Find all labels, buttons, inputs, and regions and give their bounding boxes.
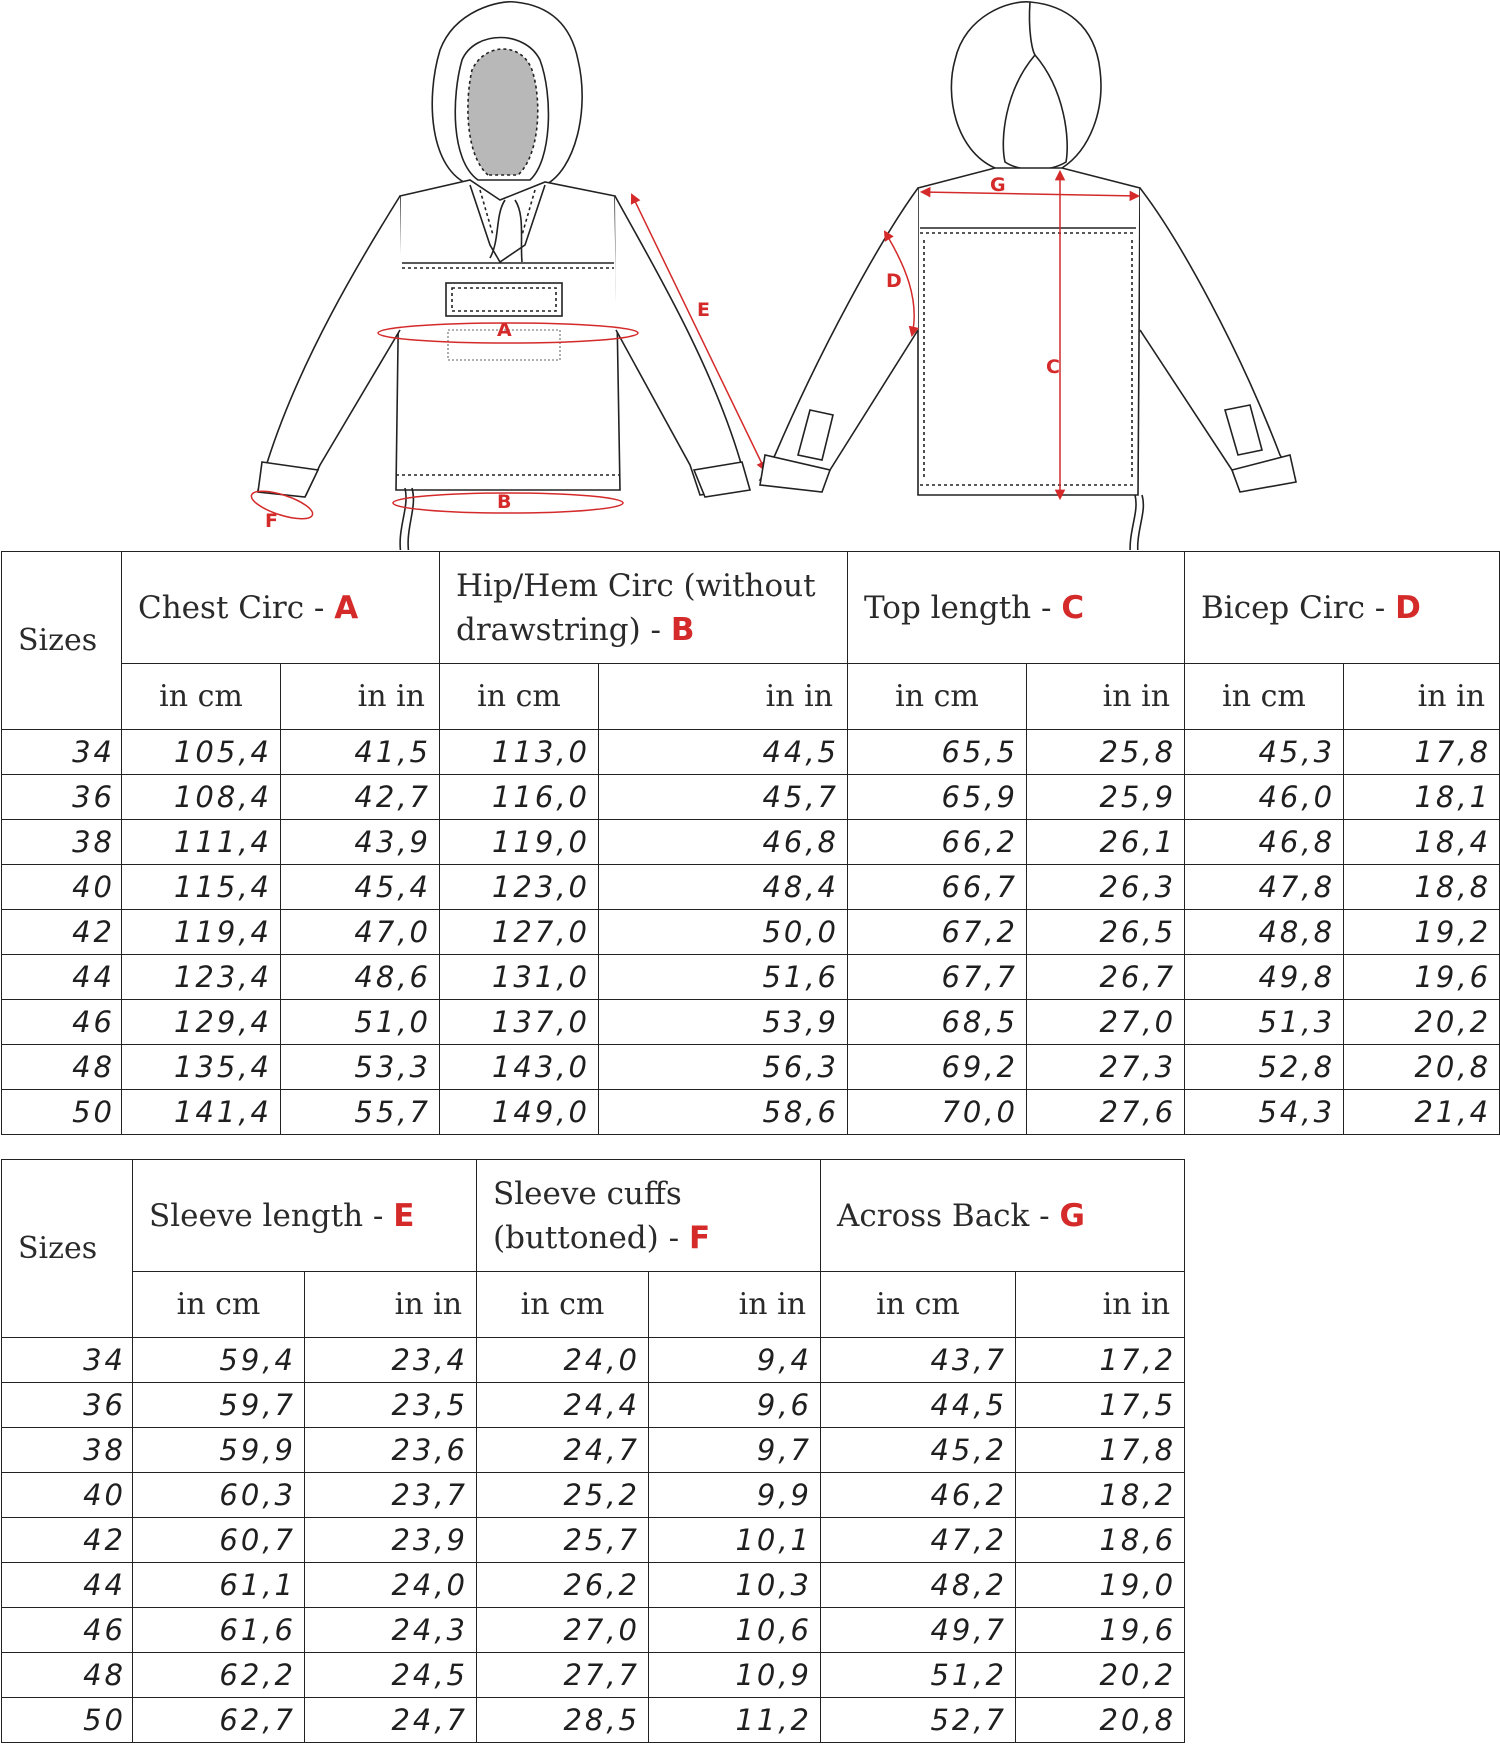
measurement-cell: 10,1 (649, 1518, 821, 1563)
size-table-lower (1, 1159, 1185, 1743)
size-table-upper (1, 551, 1500, 1135)
sleeve-length-title: Sleeve length - (149, 1197, 394, 1234)
measurement-cell: 18,1 (1344, 775, 1500, 820)
size-cell: 46 (2, 1000, 122, 1045)
measurement-cell: 9,7 (649, 1428, 821, 1473)
bicep-circ-letter: D (1395, 589, 1421, 626)
measurement-cell: 48,8 (1185, 910, 1344, 955)
measurement-cell: 46,8 (599, 820, 848, 865)
hip-hem-circ-letter: B (670, 611, 695, 648)
unit-cell: in cm (848, 664, 1027, 730)
front-label-a: A (497, 319, 512, 341)
measurement-cell: 19,0 (1016, 1563, 1185, 1608)
measurement-cell: 25,7 (477, 1518, 649, 1563)
measurement-cell: 44,5 (821, 1383, 1016, 1428)
chest-circ-title: Chest Circ - (138, 589, 335, 626)
measurement-cell: 17,5 (1016, 1383, 1185, 1428)
measurement-cell: 23,9 (305, 1518, 477, 1563)
measurement-cell: 53,9 (599, 1000, 848, 1045)
measurement-cell: 43,7 (821, 1338, 1016, 1383)
sizes-header: Sizes (2, 552, 122, 730)
front-label-f: F (265, 510, 278, 532)
measurement-cell: 17,8 (1344, 730, 1500, 775)
measurement-cell: 23,6 (305, 1428, 477, 1473)
measurement-cell: 10,9 (649, 1653, 821, 1698)
measurement-cell: 51,6 (599, 955, 848, 1000)
measurement-cell: 27,6 (1027, 1090, 1185, 1135)
measurement-cell: 56,3 (599, 1045, 848, 1090)
measurement-cell: 18,2 (1016, 1473, 1185, 1518)
measurement-cell: 70,0 (848, 1090, 1027, 1135)
size-cell: 34 (2, 1338, 133, 1383)
measurement-cell: 26,1 (1027, 820, 1185, 865)
measurement-cell: 21,4 (1344, 1090, 1500, 1135)
measurement-cell: 69,2 (848, 1045, 1027, 1090)
measurement-cell: 105,4 (122, 730, 281, 775)
measurement-cell: 67,2 (848, 910, 1027, 955)
measurement-cell: 52,7 (821, 1698, 1016, 1743)
measurement-cell: 10,3 (649, 1563, 821, 1608)
measurement-cell: 50,0 (599, 910, 848, 955)
size-cell: 36 (2, 1383, 133, 1428)
table-row (2, 1428, 1185, 1473)
measurement-cell: 45,4 (281, 865, 440, 910)
measurement-cell: 108,4 (122, 775, 281, 820)
table-row (2, 1608, 1185, 1653)
across-back-letter: G (1059, 1197, 1085, 1234)
size-cell: 40 (2, 1473, 133, 1518)
measurement-cell: 48,6 (281, 955, 440, 1000)
measurement-cell: 27,0 (477, 1608, 649, 1653)
measurement-cell: 41,5 (281, 730, 440, 775)
table-row (2, 1518, 1185, 1563)
table-row (2, 910, 1500, 955)
unit-cell: in in (1016, 1272, 1185, 1338)
table-row (2, 865, 1500, 910)
measurement-cell: 59,4 (133, 1338, 305, 1383)
measurement-cell: 48,2 (821, 1563, 1016, 1608)
measurement-cell: 111,4 (122, 820, 281, 865)
measurement-cell: 115,4 (122, 865, 281, 910)
unit-cell: in in (1344, 664, 1500, 730)
top-length-title: Top length - (864, 589, 1062, 626)
measurement-cell: 26,3 (1027, 865, 1185, 910)
measurement-cell: 65,5 (848, 730, 1027, 775)
measurement-cell: 20,2 (1016, 1653, 1185, 1698)
measurement-cell: 9,4 (649, 1338, 821, 1383)
measurement-cell: 131,0 (440, 955, 599, 1000)
size-cell: 44 (2, 955, 122, 1000)
measurement-cell: 17,8 (1016, 1428, 1185, 1473)
measurement-cell: 25,8 (1027, 730, 1185, 775)
measurement-cell: 51,2 (821, 1653, 1016, 1698)
measurement-cell: 59,9 (133, 1428, 305, 1473)
size-cell: 50 (2, 1698, 133, 1743)
measurement-cell: 19,6 (1344, 955, 1500, 1000)
measurement-cell: 49,8 (1185, 955, 1344, 1000)
measurement-cell: 54,3 (1185, 1090, 1344, 1135)
sizes-header: Sizes (2, 1160, 133, 1338)
measurement-cell: 52,8 (1185, 1045, 1344, 1090)
size-cell: 50 (2, 1090, 122, 1135)
measurement-cell: 141,4 (122, 1090, 281, 1135)
measurement-cell: 20,8 (1016, 1698, 1185, 1743)
measurement-cell: 60,7 (133, 1518, 305, 1563)
size-cell: 48 (2, 1653, 133, 1698)
unit-cell: in cm (477, 1272, 649, 1338)
size-cell: 48 (2, 1045, 122, 1090)
measurement-cell: 68,5 (848, 1000, 1027, 1045)
measurement-cell: 9,9 (649, 1473, 821, 1518)
unit-cell: in cm (133, 1272, 305, 1338)
measurement-cell: 62,2 (133, 1653, 305, 1698)
table-row (2, 1045, 1500, 1090)
hip-hem-circ-title: Hip/Hem Circ (without drawstring) - (456, 567, 816, 648)
measurement-cell: 23,7 (305, 1473, 477, 1518)
measurement-cell: 19,6 (1016, 1608, 1185, 1653)
measurement-cell: 123,0 (440, 865, 599, 910)
measurement-cell: 20,2 (1344, 1000, 1500, 1045)
top-length-header (848, 552, 1185, 664)
measurement-cell: 19,2 (1344, 910, 1500, 955)
measurement-cell: 24,0 (477, 1338, 649, 1383)
table-row (2, 1563, 1185, 1608)
back-label-g: G (990, 174, 1006, 196)
measurement-cell: 66,2 (848, 820, 1027, 865)
unit-cell: in cm (122, 664, 281, 730)
back-label-d: D (886, 270, 902, 292)
measurement-cell: 61,1 (133, 1563, 305, 1608)
measurement-cell: 18,4 (1344, 820, 1500, 865)
measurement-cell: 23,4 (305, 1338, 477, 1383)
measurement-cell: 18,8 (1344, 865, 1500, 910)
unit-cell: in in (281, 664, 440, 730)
measurement-cell: 42,7 (281, 775, 440, 820)
measurement-cell: 43,9 (281, 820, 440, 865)
measurement-cell: 27,0 (1027, 1000, 1185, 1045)
measurement-cell: 143,0 (440, 1045, 599, 1090)
measurement-cell: 18,6 (1016, 1518, 1185, 1563)
size-cell: 38 (2, 820, 122, 865)
measurement-cell: 119,4 (122, 910, 281, 955)
chest-circ-header (122, 552, 440, 664)
measurement-cell: 26,2 (477, 1563, 649, 1608)
measurement-cell: 9,6 (649, 1383, 821, 1428)
size-table-lower-body (2, 1338, 1185, 1743)
table-row (2, 730, 1500, 775)
measurement-cell: 17,2 (1016, 1338, 1185, 1383)
measurement-cell: 116,0 (440, 775, 599, 820)
size-cell: 34 (2, 730, 122, 775)
unit-row (2, 1272, 1185, 1338)
measurement-cell: 44,5 (599, 730, 848, 775)
measurement-cell: 24,5 (305, 1653, 477, 1698)
measurement-cell: 51,0 (281, 1000, 440, 1045)
measurement-cell: 24,3 (305, 1608, 477, 1653)
size-cell: 38 (2, 1428, 133, 1473)
back-label-c: C (1046, 356, 1060, 378)
garment-illustration (0, 0, 1500, 550)
measurement-cell: 51,3 (1185, 1000, 1344, 1045)
measurement-cell: 127,0 (440, 910, 599, 955)
measurement-cell: 24,7 (305, 1698, 477, 1743)
sleeve-length-letter: E (393, 1197, 415, 1234)
table-row (2, 820, 1500, 865)
hip-hem-circ-header (440, 552, 848, 664)
measurement-cell: 123,4 (122, 955, 281, 1000)
table-row (2, 775, 1500, 820)
measurement-cell: 59,7 (133, 1383, 305, 1428)
measurement-cell: 45,2 (821, 1428, 1016, 1473)
measurement-cell: 47,8 (1185, 865, 1344, 910)
front-view (258, 2, 750, 550)
unit-cell: in in (599, 664, 848, 730)
chest-circ-letter: A (334, 589, 359, 626)
across-back-header (821, 1160, 1185, 1272)
bicep-circ-header (1185, 552, 1500, 664)
measurement-cell: 60,3 (133, 1473, 305, 1518)
size-cell: 42 (2, 1518, 133, 1563)
table-row (2, 1383, 1185, 1428)
sleeve-length-header (133, 1160, 477, 1272)
measurement-cell: 47,2 (821, 1518, 1016, 1563)
sleeve-cuffs-header (477, 1160, 821, 1272)
measurement-cell: 46,2 (821, 1473, 1016, 1518)
table-row (2, 1473, 1185, 1518)
measurement-cell: 27,3 (1027, 1045, 1185, 1090)
table-row (2, 1338, 1185, 1383)
unit-cell: in in (305, 1272, 477, 1338)
bicep-circ-title: Bicep Circ - (1201, 589, 1396, 626)
unit-cell: in in (1027, 664, 1185, 730)
unit-cell: in in (649, 1272, 821, 1338)
top-length-letter: C (1061, 589, 1085, 626)
measurement-cell: 55,7 (281, 1090, 440, 1135)
measurement-cell: 65,9 (848, 775, 1027, 820)
measurement-cell: 67,7 (848, 955, 1027, 1000)
measurement-cell: 25,9 (1027, 775, 1185, 820)
measurement-cell: 113,0 (440, 730, 599, 775)
measurement-cell: 48,4 (599, 865, 848, 910)
across-back-title: Across Back - (837, 1197, 1060, 1234)
measurement-cell: 137,0 (440, 1000, 599, 1045)
measurement-cell: 28,5 (477, 1698, 649, 1743)
unit-cell: in cm (821, 1272, 1016, 1338)
measurement-cell: 61,6 (133, 1608, 305, 1653)
sleeve-cuffs-letter: F (688, 1219, 711, 1256)
measurement-cell: 46,0 (1185, 775, 1344, 820)
measurement-cell: 24,0 (305, 1563, 477, 1608)
size-table-upper-body (2, 730, 1500, 1135)
table-row (2, 1653, 1185, 1698)
measurement-cell: 26,7 (1027, 955, 1185, 1000)
back-view (760, 2, 1296, 550)
measurement-cell: 45,7 (599, 775, 848, 820)
size-cell: 40 (2, 865, 122, 910)
measurement-cell: 149,0 (440, 1090, 599, 1135)
measurement-cell: 24,7 (477, 1428, 649, 1473)
measurement-cell: 46,8 (1185, 820, 1344, 865)
measurement-cell: 25,2 (477, 1473, 649, 1518)
measurement-cell: 47,0 (281, 910, 440, 955)
measurement-cell: 24,4 (477, 1383, 649, 1428)
measurement-cell: 45,3 (1185, 730, 1344, 775)
unit-cell: in cm (1185, 664, 1344, 730)
measurement-cell: 27,7 (477, 1653, 649, 1698)
measurement-cell: 11,2 (649, 1698, 821, 1743)
measurement-cell: 119,0 (440, 820, 599, 865)
size-cell: 44 (2, 1563, 133, 1608)
size-cell: 46 (2, 1608, 133, 1653)
measurement-cell: 62,7 (133, 1698, 305, 1743)
measurement-cell: 10,6 (649, 1608, 821, 1653)
table-row (2, 1090, 1500, 1135)
measurement-cell: 26,5 (1027, 910, 1185, 955)
measurement-cell: 49,7 (821, 1608, 1016, 1653)
front-label-b: B (497, 491, 512, 513)
front-label-e: E (697, 299, 710, 321)
table-row (2, 1698, 1185, 1743)
measurement-cell: 53,3 (281, 1045, 440, 1090)
measurement-cell: 129,4 (122, 1000, 281, 1045)
table-row (2, 1000, 1500, 1045)
measurement-cell: 135,4 (122, 1045, 281, 1090)
measurement-cell: 20,8 (1344, 1045, 1500, 1090)
table-row (2, 955, 1500, 1000)
unit-cell: in cm (440, 664, 599, 730)
sleeve-cuffs-title: Sleeve cuffs (buttoned) - (493, 1175, 689, 1256)
measurement-cell: 66,7 (848, 865, 1027, 910)
size-cell: 36 (2, 775, 122, 820)
unit-row (2, 664, 1500, 730)
size-cell: 42 (2, 910, 122, 955)
measurement-cell: 23,5 (305, 1383, 477, 1428)
measurement-cell: 58,6 (599, 1090, 848, 1135)
